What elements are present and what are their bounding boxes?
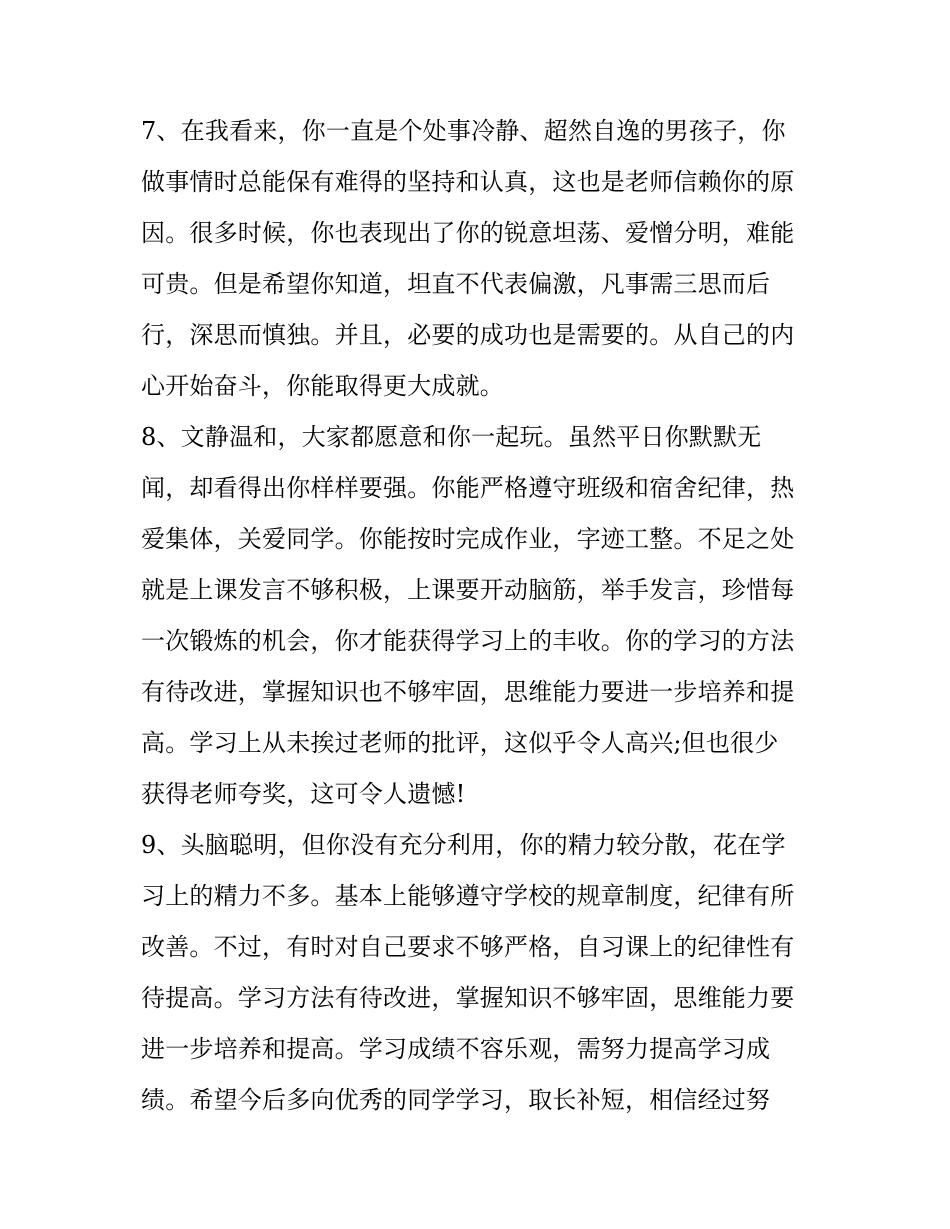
text-line: 闻，却看得出你样样要强。你能严格遵守班级和宿舍纪律，热 bbox=[141, 474, 795, 502]
text-line: 9、头脑聪明，但你没有充分利用，你的精力较分散，花在学 bbox=[141, 831, 786, 859]
text-line: 改善。不过，有时对自己要求不够严格，自习课上的纪律性有 bbox=[141, 933, 795, 961]
text-line: 做事情时总能保有难得的坚持和认真，这也是老师信赖你的原 bbox=[141, 168, 795, 196]
text-line: 7、在我看来，你一直是个处事冷静、超然自逸的男孩子，你 bbox=[141, 117, 786, 145]
comment-text-block bbox=[141, 106, 821, 1126]
text-line: 待提高。学习方法有待改进，掌握知识不够牢固，思维能力要 bbox=[141, 984, 795, 1012]
text-line: 有待改进，掌握知识也不够牢固，思维能力要进一步培养和提 bbox=[141, 678, 795, 706]
text-line: 绩。希望今后多向优秀的同学学习，取长补短，相信经过努 bbox=[141, 1086, 771, 1114]
text-line: 8、文静温和，大家都愿意和你一起玩。虽然平日你默默无 bbox=[141, 423, 762, 451]
text-line: 一次锻炼的机会，你才能获得学习上的丰收。你的学习的方法 bbox=[141, 627, 795, 655]
text-line: 可贵。但是希望你知道，坦直不代表偏激，凡事需三思而后 bbox=[141, 270, 771, 298]
text-line: 就是上课发言不够积极，上课要开动脑筋，举手发言，珍惜每 bbox=[141, 576, 795, 604]
text-line: 高。学习上从未挨过老师的批评，这似乎令人高兴;但也很少 bbox=[141, 729, 779, 757]
text-line: 行，深思而慎独。并且，必要的成功也是需要的。从自己的内 bbox=[141, 321, 795, 349]
text-line: 心开始奋斗，你能取得更大成就。 bbox=[141, 372, 504, 400]
text-line: 获得老师夸奖，这可令人遗憾! bbox=[141, 780, 466, 808]
text-line: 因。很多时候，你也表现出了你的锐意坦荡、爱憎分明，难能 bbox=[141, 219, 795, 247]
text-line: 进一步培养和提高。学习成绩不容乐观，需努力提高学习成 bbox=[141, 1035, 771, 1063]
text-line: 爱集体，关爱同学。你能按时完成作业，字迹工整。不足之处 bbox=[141, 525, 795, 553]
text-line: 习上的精力不多。基本上能够遵守学校的规章制度，纪律有所 bbox=[141, 882, 795, 910]
